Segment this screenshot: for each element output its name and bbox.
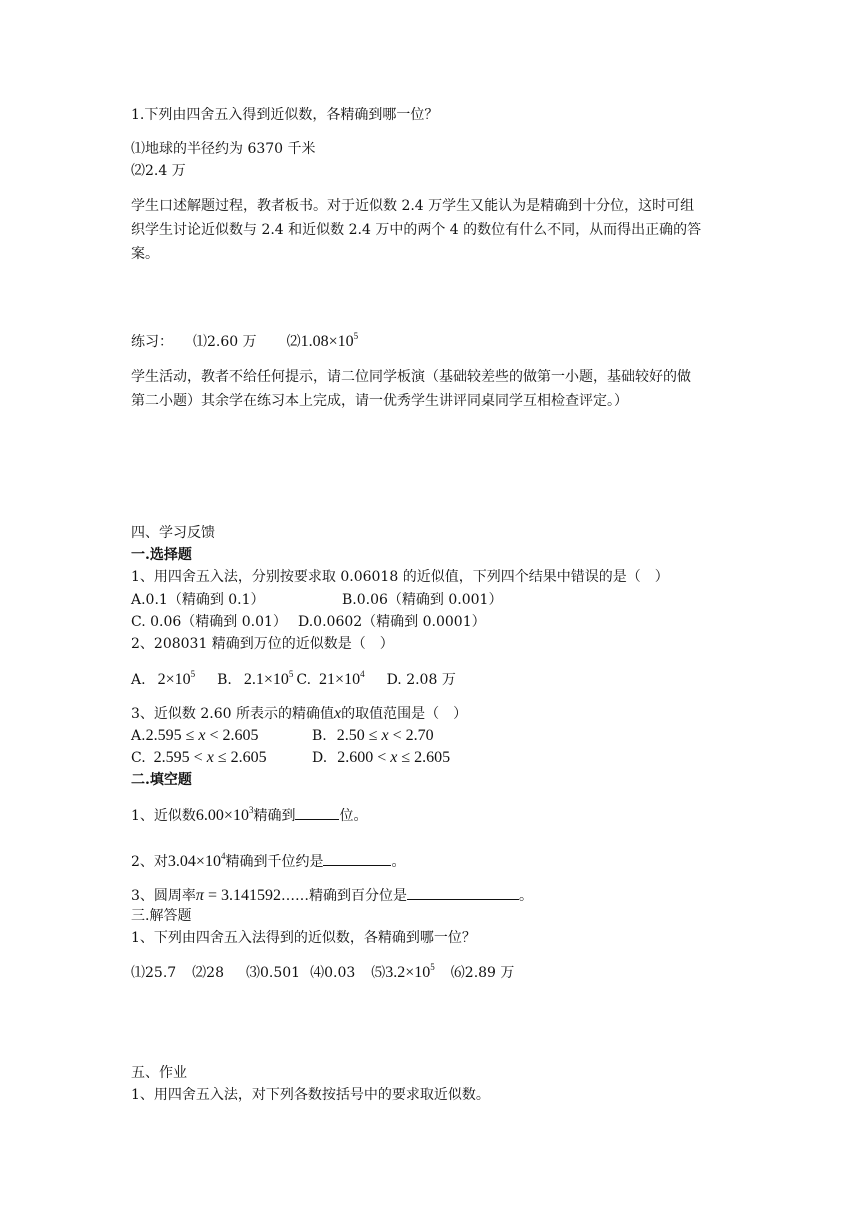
homework-item-1: 1、用四舍五入法，对下列各数按括号中的要求取近似数。 <box>131 1087 490 1103</box>
solve1-stem: 1、下列由四舍五入法得到的近似数，各精确到哪一位？ <box>131 930 476 946</box>
q1-title: 1.下列由四舍五入得到近似数，各精确到哪一位？ <box>131 107 439 123</box>
q1-item-2: ⑵2.4 万 <box>131 163 186 179</box>
practice-label: 练习： <box>131 334 173 350</box>
fill1-answer-blank[interactable] <box>295 805 339 820</box>
fill2-expression: $3.04\times 10^4$ <box>167 851 226 870</box>
solve1-items <box>131 963 514 983</box>
feedback-heading: 四、学习反馈 <box>131 525 215 541</box>
choice1-option-c: C. 0.06（精确到 0.01） <box>131 614 287 630</box>
homework-heading: 五、作业 <box>131 1065 187 1081</box>
fill2-answer-blank[interactable] <box>323 851 391 866</box>
fill3-expression: π = 3.141592 <box>195 887 281 904</box>
fill-heading: 二.填空题 <box>131 772 192 788</box>
choice2-option-c-expression: $21\times 10^4$ <box>319 669 365 688</box>
practice-line <box>131 332 358 352</box>
q1-item-1: ⑴地球的半径约为 6370 千米 <box>131 141 316 157</box>
solve1-item-4: ⑷0.03 <box>310 965 356 981</box>
solve1-item-6: ⑹2.89 万 <box>450 965 515 981</box>
choice2-option-b-expression: $2.1\times 10^5$ <box>243 669 294 688</box>
choice3-option-b: B. 2.50 ≤ x < 2.70 <box>312 727 434 744</box>
fill1-line: 1、近似数$6.00\times 10^3$精确到 位。 <box>131 805 368 824</box>
practice-a: ⑴2.60 万 <box>193 334 257 350</box>
solve1-item-5-label: ⑸ <box>371 965 386 981</box>
choice3-option-c: C. 2.595 < x ≤ 2.605 <box>131 749 267 766</box>
choice3-stem: 3、近似数 2.60 所表示的精确值x的取值范围是（ ） <box>131 705 468 722</box>
choice2-stem: 2、208031 精确到万位的近似数是（ ） <box>131 636 394 652</box>
practice-b-expression: $1.08\times 10^5$ <box>300 331 359 350</box>
fill3-answer-blank[interactable] <box>407 885 519 900</box>
solve1-item-1: ⑴25.7 <box>131 965 177 981</box>
choice2-options <box>131 670 456 690</box>
para1-line1: 学生口述解题过程，教者板书。对于近似数 2.4 万学生又能认为是精确到十分位，这时可组 <box>131 198 695 214</box>
para2-line1: 学生活动，教者不给任何提示，请二位同学板演（基础较差些的做第一小题，基础较好的做 <box>131 369 691 385</box>
choice1-option-b: B.0.06（精确到 0.001） <box>342 592 503 608</box>
choice3-option-d: D. 2.600 < x ≤ 2.605 <box>312 749 451 766</box>
solve-heading: 三.解答题 <box>131 908 192 924</box>
solve1-item-5-expression: $3.2\times 10^5$ <box>385 962 435 981</box>
fill3-line: 3、圆周率π = 3.141592……精确到百分位是 。 <box>131 887 533 904</box>
choice1-option-a: A.0.1（精确到 0.1） <box>131 592 265 608</box>
choice2-option-b-label: B. <box>217 672 232 688</box>
choice1-option-d: D.0.0602（精确到 0.0001） <box>298 614 486 630</box>
para1-line2: 织学生讨论近似数与 2.4 和近似数 2.4 万中的两个 4 的数位有什么不同，从而得出正确的答 <box>131 222 702 238</box>
choice2-option-d: D. 2.08 万 <box>386 672 456 688</box>
choice2-option-a-expression: $2\times 10^5$ <box>157 669 196 688</box>
fill1-expression: $6.00\times 10^3$ <box>195 805 254 824</box>
choice2-option-a-label: A. <box>131 672 146 688</box>
practice-b-prefix: ⑵ <box>286 334 301 350</box>
para1-line3: 案。 <box>131 246 159 262</box>
para2-line2: 第二小题）其余学在练习本上完成，请一优秀学生讲评同桌同学互相检查评定。） <box>131 393 628 409</box>
choice1-stem: 1、用四舍五入法，分别按要求取 0.06018 的近似值，下列四个结果中错误的是（ ） <box>131 569 669 585</box>
choice3-option-a: A.2.595 ≤ x < 2.605 <box>131 727 259 744</box>
solve1-item-3: ⑶0.501 <box>246 965 301 981</box>
solve1-item-2: ⑵28 <box>192 965 224 981</box>
choice-heading: 一.选择题 <box>131 547 192 563</box>
choice2-option-c-label: C. <box>296 672 312 688</box>
fill2-line: 2、对$3.04\times 10^4$精确到千位约是 。 <box>131 851 406 870</box>
